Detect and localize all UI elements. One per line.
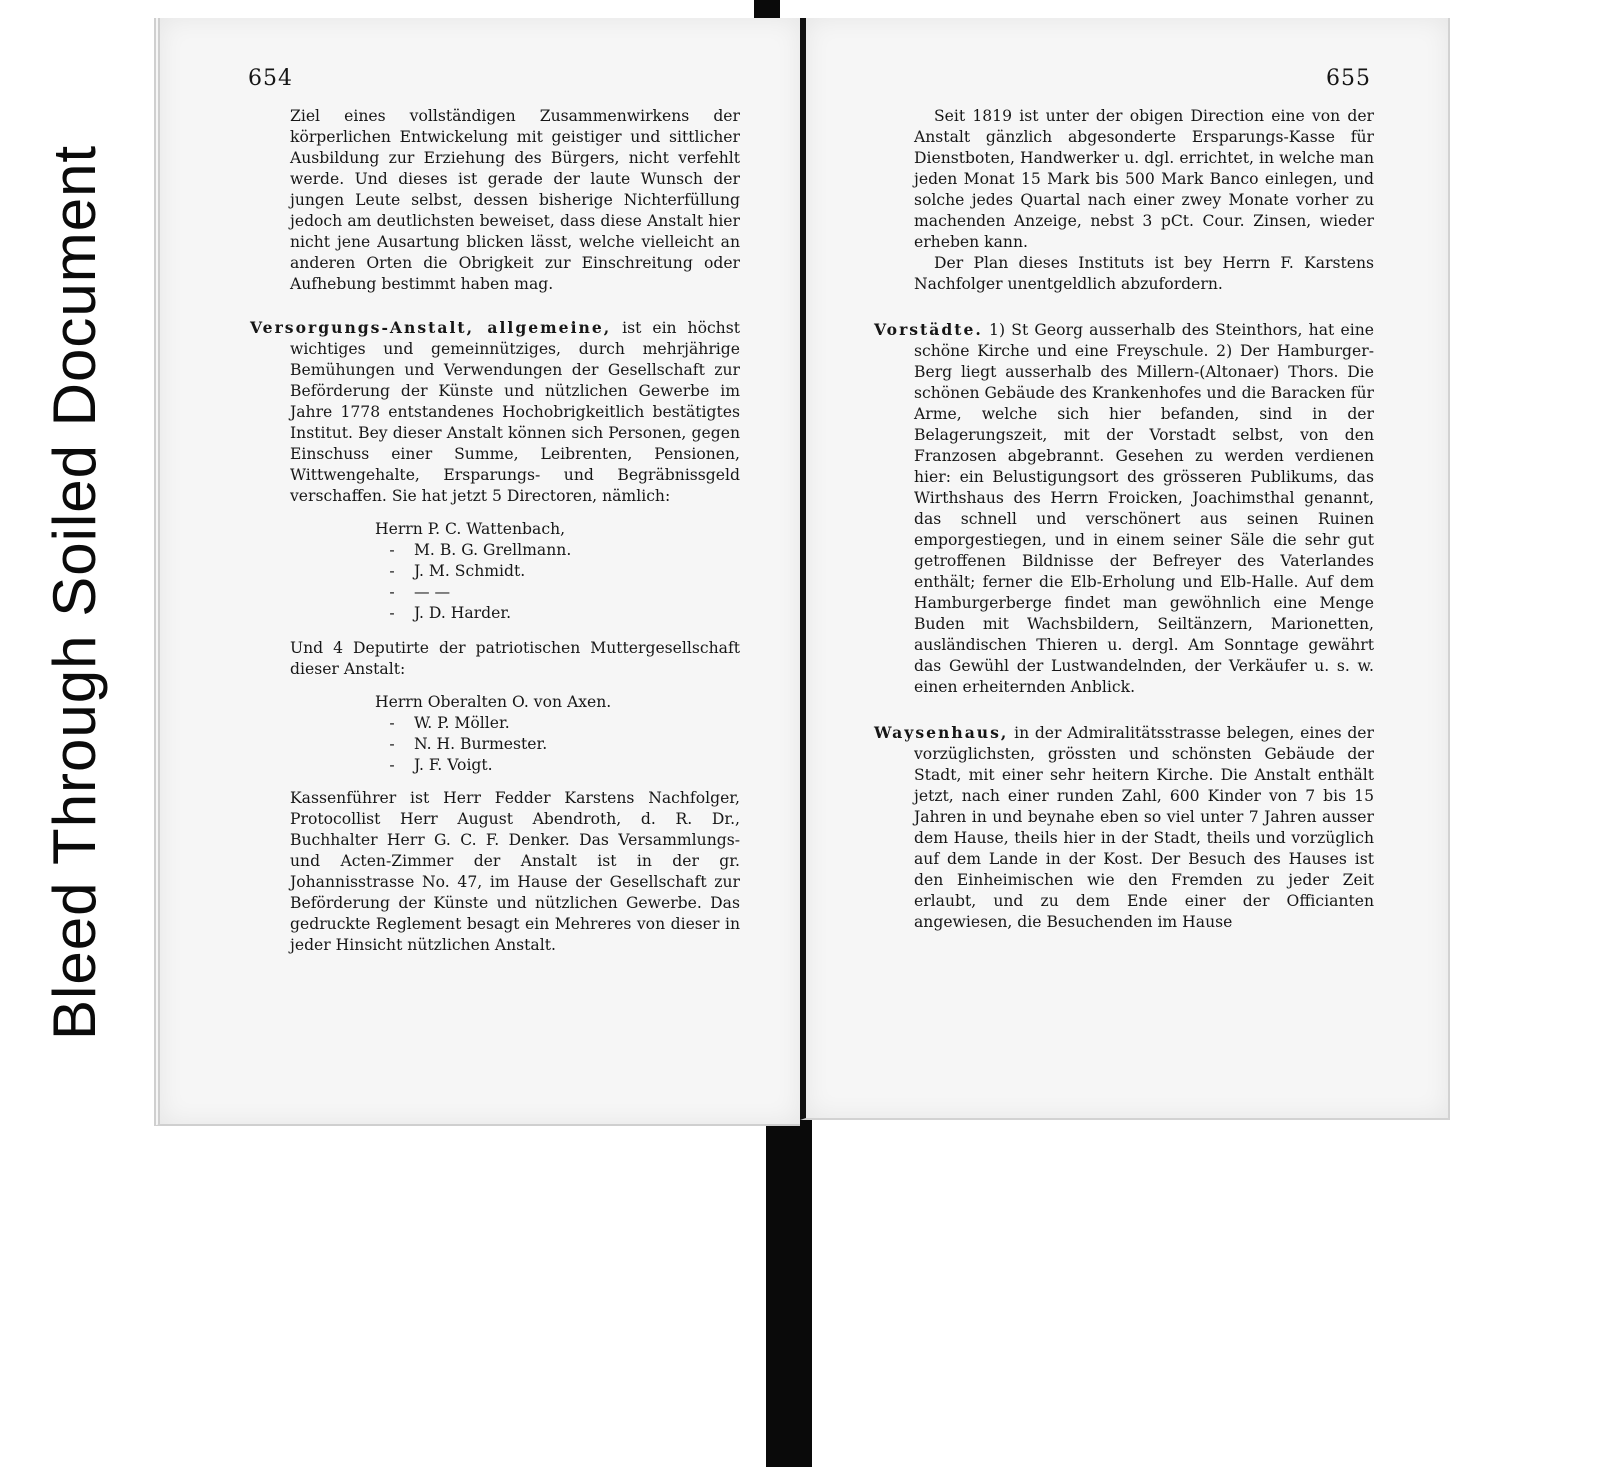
entry-heading: Versorgungs-Anstalt, allgemeine, [250, 318, 612, 337]
list-item: - J. D. Harder. [389, 604, 512, 622]
right-page-number: 655 [1326, 66, 1371, 91]
list-item: - — — [389, 583, 451, 601]
intro-paragraph: Ziel eines vollständigen Zusammenwirkens der körperlichen Entwickelung mit geistiger und sittlicher Ausbildung zur Erziehung des Bürgers, nicht verfehlt werde. Und dieses ist gerade der laute Wunsch der jungen Leute selbst, dessen bisherige Nichterfüllung jedoch am deutlichsten beweiset, dass diese Anstalt hier nicht jene Ausartung blicken lässt, welche vielleicht an anderen Orten die Obrigkeit zur Einschreitung oder Aufhebung bestimmt haben mag. [290, 107, 740, 293]
left-page [154, 18, 800, 1126]
ersparungs-kasse-paragraph: Seit 1819 ist unter der obigen Direction eine von der Anstalt gänzlich abgesonderte Ersparungs-Kasse für Dienstboten, Handwerker u. dgl. errichtet, in welche man jeden Monat 15 Mark bis 500 Mark Banco einlegen, und solche jedes Quartal nach einer zwey Monate vorher zu machenden Anzeige, nebst 3 pCt. Cour. Zinsen, wieder erheben kann. [914, 107, 1374, 251]
entry-heading: Waysenhaus, [874, 723, 1009, 742]
list-item: - N. H. Burmester. [389, 735, 548, 753]
directors-list [375, 519, 740, 624]
entry-vorstaedte [874, 319, 1374, 698]
list-item: - J. M. Schmidt. [389, 562, 526, 580]
deputies-intro: Und 4 Deputirte der patriotischen Muttergesellschaft dieser Anstalt: [290, 639, 740, 678]
list-item: - J. F. Voigt. [389, 756, 493, 774]
stamp-label: Bleed Through Soiled Document [41, 144, 108, 1040]
list-item: Herrn P. C. Wattenbach, [375, 520, 566, 538]
entry-body: 1) St Georg ausserhalb des Steinthors, hat eine schöne Kirche und eine Freyschule. 2) Der Hamburger-Berg liegt ausserhalb des Millern-(Altonaer) Thors. Die schönen Gebäude des Krankenhofes und die Baracken für Arme, welche sich hier befanden, sind in der Belagerungszeit, mit der Vorstadt selbst, von den Franzosen abgebrannt. Gesehen zu werden verdienen hier: ein Belustigungsort des grösseren Publikums, das Wirthshaus des Herrn Froicken, Joachimsthal genannt, das schnell und verschönert aus seinen Ruinen emporgestiegen, und in einem seiner Säle die sehr gut getroffenen Bildnisse der Befreyer des Vaterlandes enthält; ferner die Elb-Erholung und Elb-Halle. Auf dem Hamburgerberge findet man gewöhnlich eine Menge Buden mit Wachsbildern, Seiltänzern, Marionetten, ausländischen Thieren u. dergl. Am Sonntage gewährt das Gewühl der Lustwandelnden, der Verkäufer u. s. w. einen erheiternden Anblick. [914, 321, 1374, 696]
list-item: Herrn Oberalten O. von Axen. [375, 693, 612, 711]
bleed-through-stamp [30, 40, 120, 1050]
entry-body: in der Admiralitätsstrasse belegen, eines der vorzüglichsten, grössten und schönsten Gebäude der Stadt, mit einer sehr heitern Kirche. Die Anstalt enthält jetzt, nach einer runden Zahl, 600 Kinder von 7 bis 15 Jahren in und beynahe eben so viel unter 7 Jahren ausser dem Hause, theils hier in der Stadt, theils und vorzüglich auf dem Lande in der Kost. Der Besuch des Hauses ist den Einheimischen wie den Fremden zu jeder Zeit erlaubt, und zu dem Ende einer der Officianten angewiesen, die Besuchenden im Hause [914, 724, 1374, 931]
entry-heading: Vorstädte. [874, 320, 983, 339]
right-page-text [874, 106, 1374, 933]
left-page-text [250, 106, 740, 956]
left-page-number: 654 [248, 66, 293, 91]
closing-paragraph: Kassenführer ist Herr Fedder Karstens Nachfolger, Protocollist Herr August Abendroth, d. R. Dr., Buchhalter Herr G. C. F. Denker. Das Versammlungs- und Acten-Zimmer der Anstalt ist in der gr. Johannisstrasse No. 47, im Hause der Gesellschaft zur Beförderung der Künste und nützlichen Gewerbe. Das gedruckte Reglement besagt ein Mehreres von dieser in jeder Hinsicht nützlichen Anstalt. [290, 789, 740, 954]
entry-versorgungs-anstalt [250, 317, 740, 507]
book-spine-bottom [766, 1110, 812, 1467]
book-spine-top [754, 0, 780, 18]
plan-paragraph: Der Plan dieses Instituts ist bey Herrn F. Karstens Nachfolger unentgeldlich abzufordern. [914, 254, 1374, 293]
list-item: - W. P. Möller. [389, 714, 510, 732]
deputies-list [375, 692, 740, 776]
entry-waysenhaus [874, 722, 1374, 933]
entry-body: ist ein höchst wichtiges und gemeinnütziges, durch mehrjährige Bemühungen und Verwendungen der Gesellschaft zur Beförderung der Künste und nützlichen Gewerbe im Jahre 1778 entstandenes Hochobrigkeitlich bestätigtes Institut. Bey dieser Anstalt können sich Personen, gegen Einschuss einer Summe, Leibrenten, Pensionen, Wittwengehalte, Ersparungs- und Begräbnissgeld verschaffen. Sie hat jetzt 5 Directoren, nämlich: [290, 319, 740, 505]
list-item: - M. B. G. Grellmann. [389, 541, 572, 559]
right-page [800, 18, 1450, 1120]
